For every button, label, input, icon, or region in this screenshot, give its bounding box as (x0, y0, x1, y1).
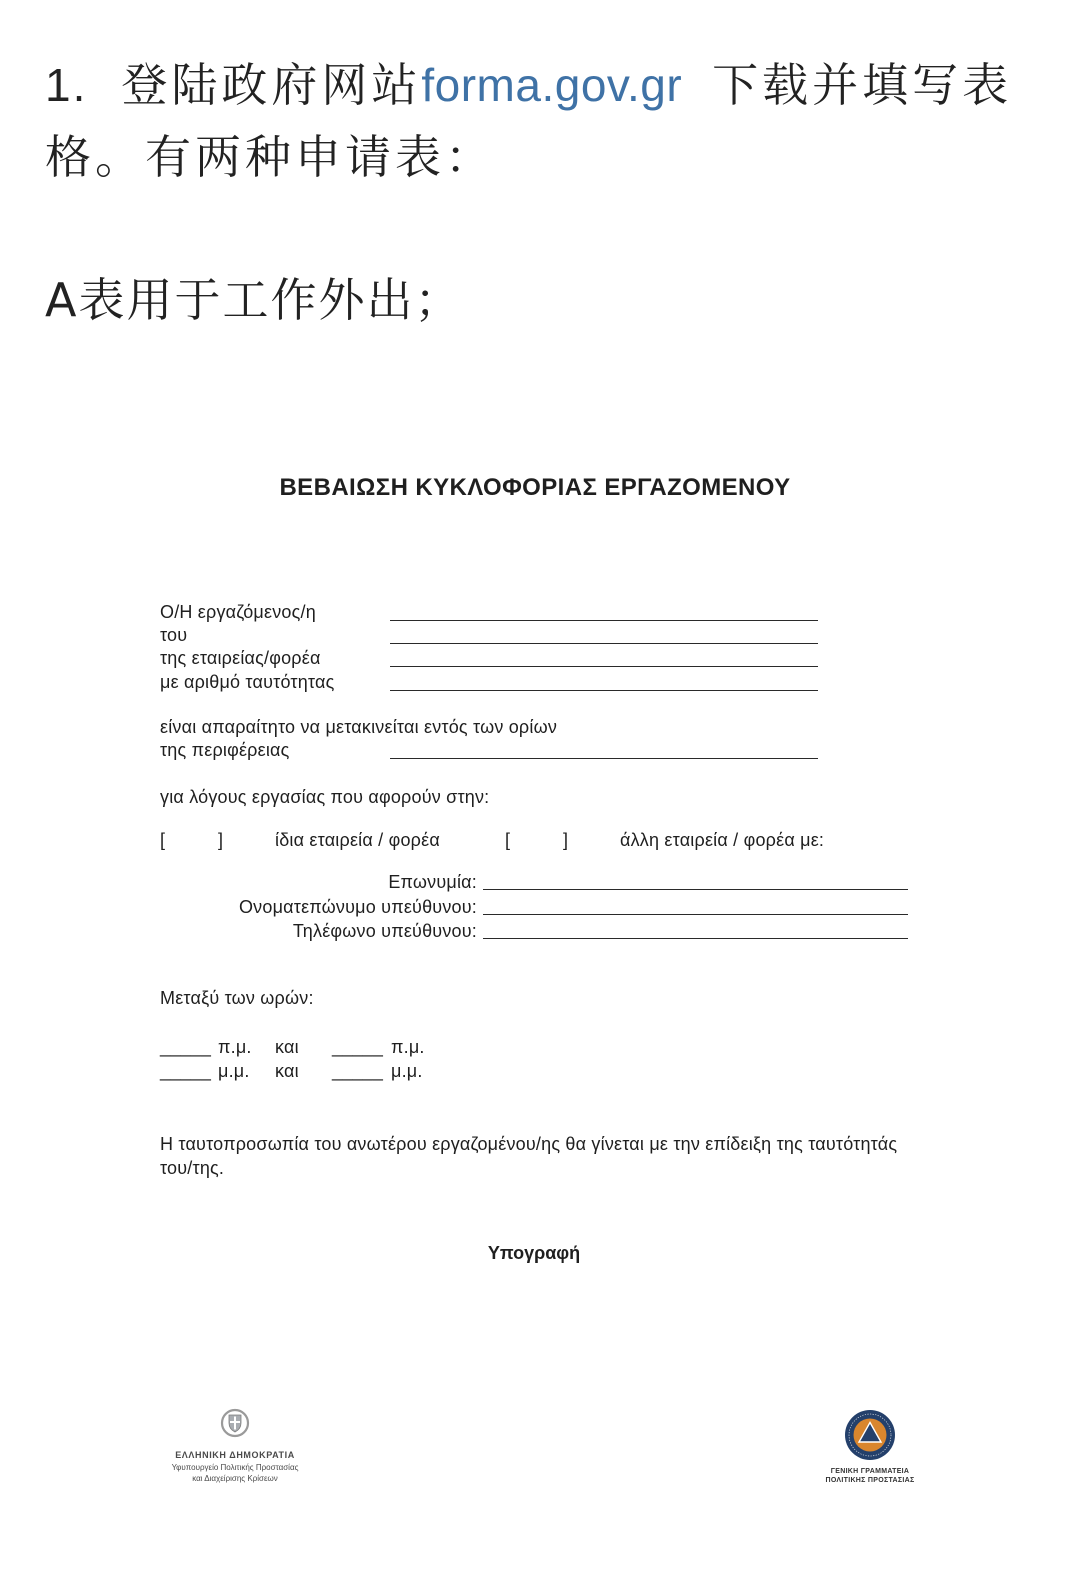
greek-coat-of-arms-icon (220, 1408, 250, 1438)
checkbox-same-open-bracket: [ (160, 830, 166, 850)
region-label: της περιφέρειας (160, 740, 290, 760)
responsible-name-label: Ονοματεπώνυμο υπεύθυνου: (238, 897, 477, 917)
parent-label: του (160, 625, 188, 645)
employee-label: Ο/Η εργαζόμενος/η (160, 602, 316, 622)
step-number: 1. (45, 59, 88, 111)
form-title: ΒΕΒΑΙΩΣΗ ΚΥΚΛΟΦΟΡΙΑΣ ΕΡΓΑΖΟΜΕΝΟΥ (279, 474, 791, 501)
hours-pm-start-period: μ.μ. (218, 1061, 250, 1081)
form-a-note: A表用于工作外出； (45, 273, 463, 327)
hours-am-end-period: π.μ. (391, 1037, 425, 1057)
hours-label: Μεταξύ των ωρών: (160, 988, 314, 1008)
intro-paragraph (45, 49, 1035, 193)
parent-blank-line (390, 643, 818, 644)
hours-pm-end-blank: _____ (332, 1061, 384, 1081)
signature-label: Υπογραφή (487, 1243, 581, 1263)
form-image[interactable] (130, 440, 950, 1520)
identity-note: Η ταυτοπροσωπία του ανωτέρου εργαζομένου/ης θα γίνεται με την επίδειξη της ταυτότητάς του/της. (160, 1134, 898, 1178)
right-logo-line-1: ΓΕΝΙΚΗ ΓΡΑΜΜΑΤΕΙΑ (830, 1468, 910, 1475)
left-logo-line-3: και Διαχείρισης Κρίσεων (192, 1474, 278, 1483)
intro-text-after-link: 下载并填写表格。有两种申请表： (45, 58, 1013, 184)
option-same-company: ίδια εταιρεία / φορέα (275, 830, 440, 850)
id-number-blank-line (390, 690, 818, 691)
hours-am-end-blank: _____ (332, 1037, 384, 1057)
responsible-phone-blank-line (483, 938, 908, 939)
responsible-name-blank-line (483, 914, 908, 915)
company-label: της εταιρείας/φορέα (160, 648, 321, 668)
responsible-phone-label: Τηλέφωνο υπεύθυνου: (292, 921, 477, 941)
hours-am-start-blank: _____ (160, 1037, 212, 1057)
employee-blank-line (390, 620, 818, 621)
option-other-company: άλλη εταιρεία / φορέα με: (620, 830, 825, 850)
checkbox-other-close-bracket: ] (563, 830, 569, 850)
checkbox-same-close-bracket: ] (218, 830, 224, 850)
hours-am-and: και (275, 1037, 299, 1057)
movement-text: είναι απαραίτητο να μετακινείται εντός των ορίων (160, 717, 558, 737)
left-logo-line-2: Υφυπουργείο Πολιτικής Προστασίας (171, 1463, 299, 1472)
hours-pm-and: και (275, 1061, 299, 1081)
region-blank-line (390, 758, 818, 759)
civil-protection-emblem-icon (844, 1409, 896, 1461)
hours-pm-start-blank: _____ (160, 1061, 212, 1081)
company-name-blank-line (483, 889, 908, 890)
company-blank-line (390, 666, 818, 667)
forma-gov-link[interactable]: forma.gov.gr (421, 59, 683, 111)
hours-pm-end-period: μ.μ. (391, 1061, 423, 1081)
company-name-label: Επωνυμία: (388, 872, 477, 892)
reason-text: για λόγους εργασίας που αφορούν στην: (160, 787, 490, 807)
intro-text-before-link: 登陆政府网站 (121, 58, 422, 112)
checkbox-other-open-bracket: [ (505, 830, 511, 850)
left-logo-line-1: ΕΛΛΗΝΙΚΗ ΔΗΜΟΚΡΑΤΙΑ (175, 1450, 295, 1460)
id-number-label: με αριθμό ταυτότητας (160, 672, 335, 692)
right-logo-line-2: ΠΟΛΙΤΙΚΗΣ ΠΡΟΣΤΑΣΙΑΣ (825, 1477, 915, 1484)
hours-am-start-period: π.μ. (218, 1037, 252, 1057)
